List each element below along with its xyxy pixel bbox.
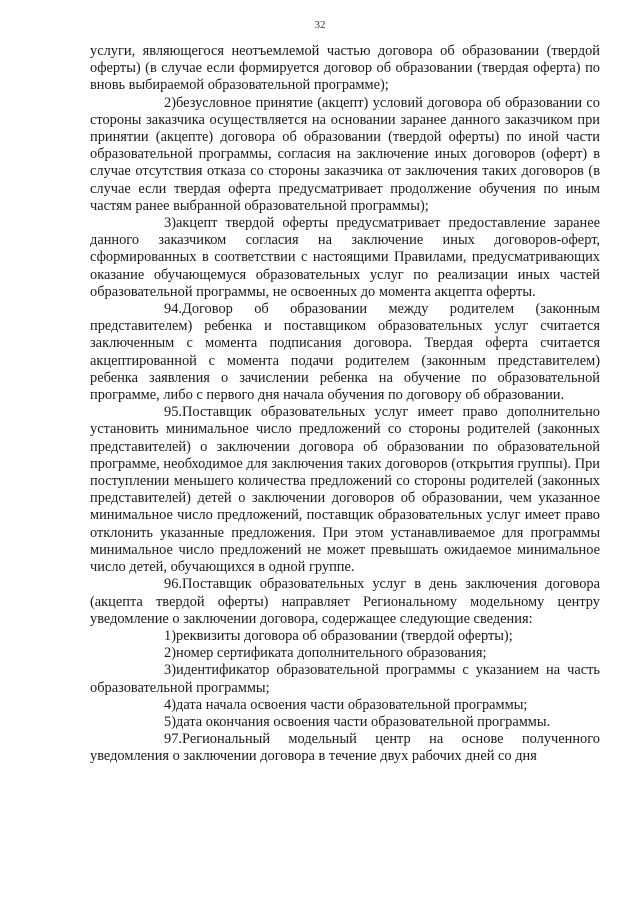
item-number: 2)	[164, 94, 176, 111]
paragraph-number: 95.	[164, 404, 182, 421]
list-item	[90, 95, 600, 215]
numbered-paragraph	[90, 731, 600, 765]
paragraph-text: Поставщик образовательных услуг в день заключения договора (акцепта твердой оферты) направляет Региональному модельному центру уведомление о заключении договора, содержащее следующие сведения:	[90, 576, 600, 627]
item-number: 5)	[164, 713, 176, 730]
paragraph-text: Поставщик образовательных услуг имеет право дополнительно установить минимальное число предложений со стороны родителей (законных представителей) о заключении договора об образовании по образовательной программе, необходимое для заключения таких договоров (открытия группы). При поступлении меньшего количества предложений со стороны родителей (законных представителей) детей о заключении договоров об образовании, чем указанное минимальное число предложений, поставщик образовательных услуг имеет право отклонить указанные предложения. При этом устанавливаемое для программы минимальное число предложений не может превышать ожидаемое минимальное число детей, обучающихся в одной группе.	[90, 404, 600, 576]
paragraph-number: 96.	[164, 576, 182, 593]
paragraph-text: безусловное принятие (акцепт) условий договора об образовании со стороны заказчика осуществляется на основании заранее данного заказчиком при принятии (акцепте) договора об образовании (твердой оферты) по иной части образовательной программы, согласия на заключение иных договоров (оферт) в случае отсутствия отказа со стороны заказчика от заключения таких договоров (в случае если твердая оферта предусматривает продолжение обучения по иным частям ранее выбранной образовательной программы);	[90, 94, 600, 214]
paragraph-text: Договор об образовании между родителем (законным представителем) ребенка и поставщиком образовательных услуг считается заключенным с момента подписания договора. Твердая оферта считается акцептированной с момента подачи родителем (законным представителем) ребенка заявления о зачислении ребенка на обучение по образовательной программе, либо с первого дня начала обучения по договору об образовании.	[90, 301, 600, 404]
list-item	[90, 714, 600, 731]
numbered-paragraph	[90, 301, 600, 404]
item-number: 4)	[164, 696, 176, 713]
numbered-paragraph	[90, 404, 600, 576]
item-number: 3)	[164, 215, 176, 232]
paragraph-text: дата начала освоения части образовательной программы;	[176, 696, 528, 713]
paragraph-text: номер сертификата дополнительного образования;	[176, 645, 487, 662]
page-number: 32	[314, 19, 326, 31]
numbered-paragraph	[90, 576, 600, 628]
item-number: 2)	[164, 645, 176, 662]
paragraph-text: услуги, являющегося неотъемлемой частью договора об образовании (твердой оферты) (в случае если формируется договор об образовании (твердая оферта) по вновь выбираемой образовательной программе);	[90, 43, 600, 94]
paragraph-text: реквизиты договора об образовании (твердой оферты);	[176, 627, 513, 644]
list-item	[90, 628, 600, 645]
item-number: 1)	[164, 627, 176, 644]
list-item	[90, 697, 600, 714]
paragraph-continuation	[90, 43, 600, 95]
list-item	[90, 662, 600, 696]
paragraph-text: дата окончания освоения части образовательной программы.	[176, 713, 551, 730]
list-item	[90, 645, 600, 662]
paragraph-number: 94.	[164, 301, 182, 318]
paragraph-text: акцепт твердой оферты предусматривает предоставление заранее данного заказчиком согласия на заключение иных договоров-оферт, сформированных в соответствии с настоящими Правилами, предусматривающих оказание обучающемуся образовательных услуг по реализации иных частей образовательной программы, не освоенных до момента акцепта оферты.	[90, 215, 600, 300]
paragraph-text: Региональный модельный центр на основе полученного уведомления о заключении договора в течение двух рабочих дней со дня	[90, 731, 600, 765]
item-number: 3)	[164, 662, 176, 679]
document-body	[90, 43, 600, 766]
paragraph-number: 97.	[164, 731, 182, 748]
paragraph-text: идентификатор образовательной программы с указанием на часть образовательной программы;	[90, 662, 600, 696]
list-item	[90, 215, 600, 301]
